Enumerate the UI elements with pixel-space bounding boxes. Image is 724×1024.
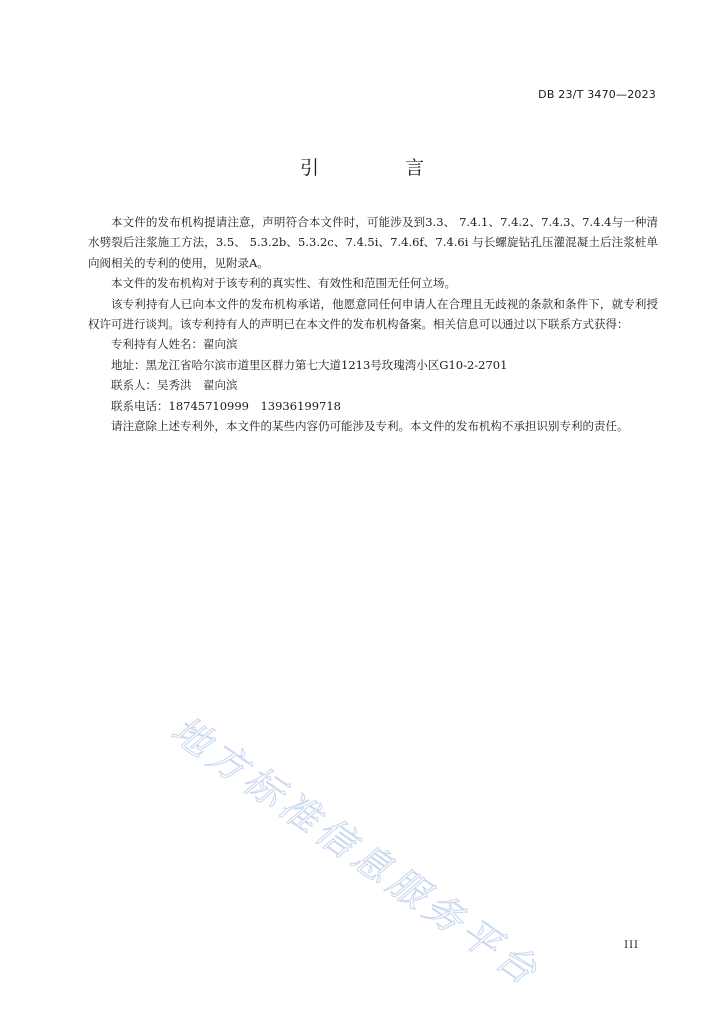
contact-phone: 联系电话：18745710999 13936199718 xyxy=(111,398,341,413)
paragraph-position: 本文件的发布机构对于该专利的真实性、有效性和范围无任何立场。 xyxy=(111,276,456,291)
patent-holder-name: 专利持有人姓名：翟向滨 xyxy=(111,337,238,352)
page-title: 引 言 xyxy=(299,157,465,179)
paragraph-holder-commitment: 该专利持有人已向本文件的发布机构承诺，他愿意同任何申请人在合理且无歧视的条款和条件下，就专利授权许可进行谈判。该专利持有人的声明已在本文件的发布机构备案。相关信息可以通过以下联系方式获得： xyxy=(88,296,658,332)
paragraph-patent-notice: 本文件的发布机构提请注意，声明符合本文件时，可能涉及到3.3、 7.4.1、7.4.2、7.4.3、7.4.4与一种清水劈裂后注浆施工方法，3.5、 5.3.2b、5.3.2c、7.4.5i、7.4.6f、7.4.6i 与长螺旋钻孔压灌混凝土后注浆桩单向阀相关的专利的使用，见附录A。 xyxy=(88,215,658,270)
patent-holder-address: 地址：黑龙江省哈尔滨市道里区群力第七大道1213号玫瑰湾小区G10-2-2701 xyxy=(111,357,508,372)
contact-person: 联系人：吴秀洪 翟向滨 xyxy=(111,378,238,393)
page-number: III xyxy=(624,940,639,951)
document-body xyxy=(88,212,658,436)
paragraph-disclaimer: 请注意除上述专利外，本文件的某些内容仍可能涉及专利。本文件的发布机构不承担识别专利的责任。 xyxy=(111,419,629,434)
watermark: 地方标准信息服务平台 xyxy=(163,707,550,996)
document-code: DB 23/T 3470—2023 xyxy=(538,88,656,101)
